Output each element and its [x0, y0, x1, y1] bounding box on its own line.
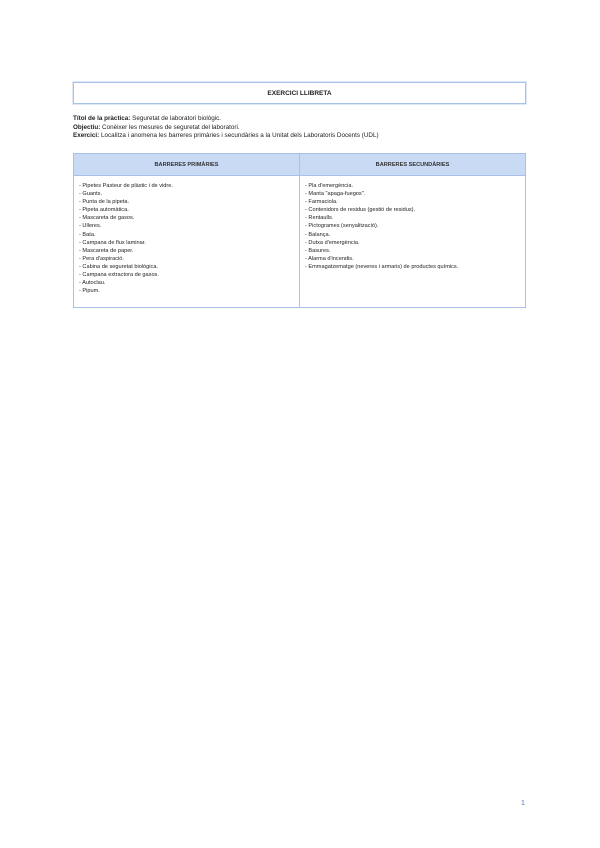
list-item: - Campana extractora de gasos.: [79, 272, 159, 279]
exercise-info: [73, 115, 379, 141]
title-box: [73, 82, 526, 104]
list-item: - Pla d'emergència.: [305, 183, 354, 189]
list-item: - Emmagatzematge (neveres i armaris) de productes químics.: [305, 263, 459, 270]
list-item: - Balança.: [305, 231, 331, 238]
meta-label: Objectiu:: [73, 123, 101, 131]
meta-value: Seguretat de laboratori biològic.: [130, 115, 222, 122]
primary-barriers-cell: [74, 176, 300, 307]
list-item: - Mascareta de gasos.: [79, 215, 135, 222]
practice-title-line: [73, 115, 379, 124]
list-item: - Pipum.: [79, 288, 100, 295]
list-item: - Punta de la pipeta.: [79, 199, 130, 206]
secondary-barriers-cell: [300, 176, 525, 307]
header-primary: BARRERES PRIMÀRIES: [74, 154, 300, 176]
list-item: - Pera d'aspiració.: [79, 255, 124, 262]
list-item: - Autoclau.: [79, 280, 106, 287]
meta-label: Exercici:: [73, 132, 100, 140]
exercise-line: [73, 132, 379, 141]
list-item: - Cabina de seguretat biològica.: [79, 263, 158, 270]
list-item: - Ulleres.: [79, 223, 102, 230]
page-number: 1: [521, 800, 525, 807]
meta-label: Títol de la pràctica:: [73, 115, 131, 122]
list-item: - Dutxa d'emergència.: [305, 239, 360, 246]
list-item: - Basures.: [305, 247, 331, 254]
document-title: EXERCICI LLIBRETA: [267, 89, 332, 97]
list-item: - Farmaciola.: [305, 199, 338, 206]
list-item: - Rentaulls.: [305, 215, 334, 222]
list-item: - Alarma d'incendis.: [305, 255, 354, 262]
header-secondary: BARRERES SECUNDÀRIES: [300, 154, 525, 176]
list-item: - Contenidors de residus (gestió de residus).: [305, 207, 416, 214]
meta-value: Conèixer les mesures de seguretat del laboratori.: [100, 123, 240, 131]
list-item: - Campana de flux laminar.: [79, 239, 146, 246]
list-item: - Manta "apaga-fuegos".: [305, 191, 366, 198]
list-item: - Pipeta automàtica.: [79, 207, 129, 214]
barriers-table: [73, 153, 526, 308]
list-item: - Pipetes Pasteur de plàstic i de vidre.: [79, 183, 173, 189]
list-item: - Bata.: [79, 231, 96, 238]
list-item: - Mascareta de paper.: [79, 247, 134, 254]
list-item: - Guants.: [79, 191, 103, 198]
objective-line: [73, 124, 379, 133]
list-item: - Pictogrames (senyalització).: [305, 223, 379, 230]
meta-value: Localitza i anomena les barreres primàries i secundàries a la Unitat dels Laboratoris Docents (UDL): [99, 132, 379, 140]
